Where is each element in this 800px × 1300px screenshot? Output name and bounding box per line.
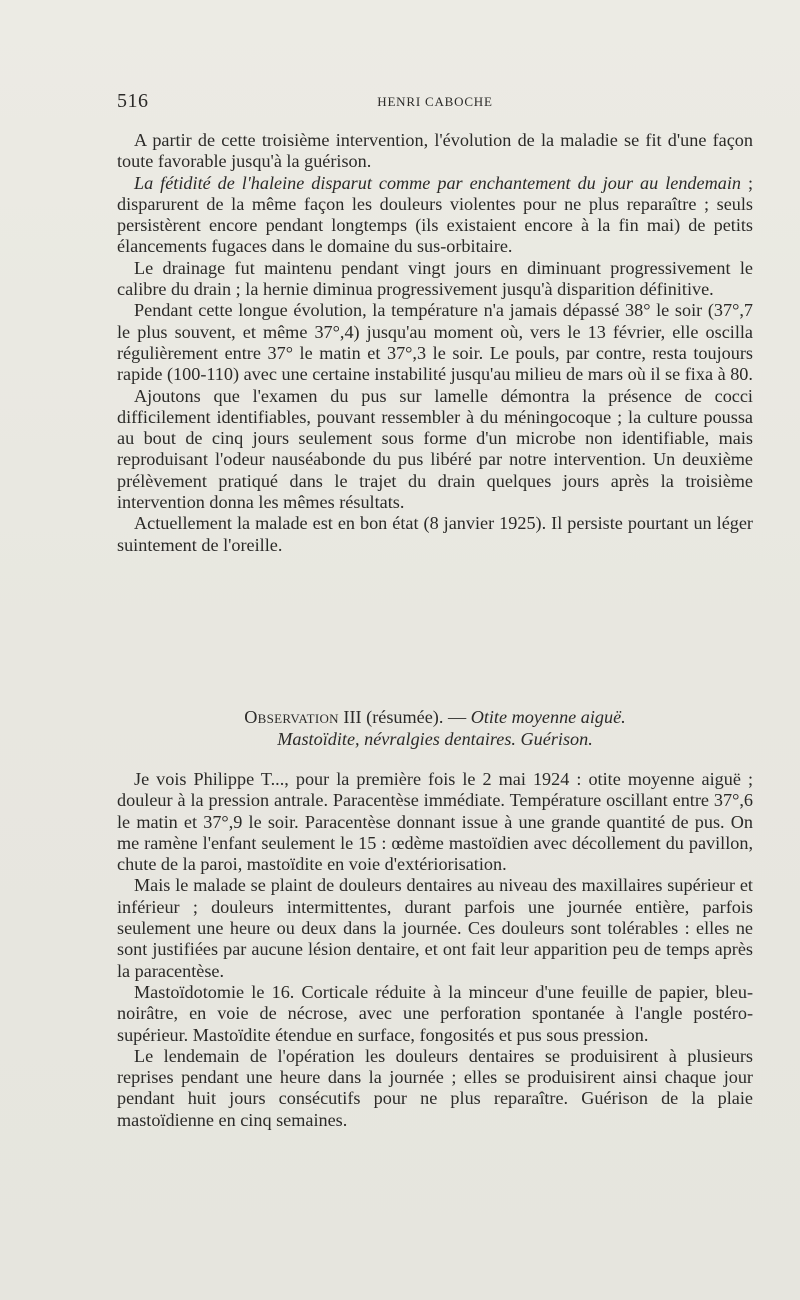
paragraph: Actuellement la malade est en bon état (8 janvier 1925). Il persiste pourtant un léger suintement de l'oreille. bbox=[117, 513, 753, 555]
observation-title-2: Mastoïdite, névralgies dentaires. Guérison. bbox=[277, 729, 593, 749]
italic-phrase: La fétidité de l'haleine disparut comme par enchantement du jour au lendemain bbox=[134, 172, 741, 193]
running-head: HENRI CABOCHE bbox=[377, 94, 493, 109]
observation-heading bbox=[117, 706, 753, 750]
observation-number: III (résumée). — bbox=[338, 707, 471, 727]
observation-label: Observation bbox=[244, 707, 339, 727]
paragraph: Pendant cette longue évolution, la température n'a jamais dépassé 38° le soir (37°,7 le plus souvent, et même 37°,4) jusqu'au moment où, vers le 13 février, elle oscilla régulièrement entre 37° le matin et 37°,3 le soir. Le pouls, par contre, resta toujours rapide (100-110) avec une certaine instabilité jusqu'au milieu de mars où il se fixa à 80. bbox=[117, 300, 753, 385]
paragraph: Je vois Philippe T..., pour la première fois le 2 mai 1924 : otite moyenne aiguë ; douleur à la pression antrale. Paracentèse immédiate. Température oscillant entre 37°,6 le matin et 37°,9 le soir. Paracentèse donnant issue à une grande quantité de pus. On me ramène l'enfant seulement le 15 : œdème mastoïdien avec décollement du pavillon, chute de la paroi, mastoïdite en voie d'extériorisation. bbox=[117, 769, 753, 875]
paragraph: Mais le malade se plaint de douleurs dentaires au niveau des maxillaires supérieur et inférieur ; douleurs intermittentes, durant parfois une journée entière, parfois seulement une heure ou deux dans la journée. Ces douleurs sont tolérables : elles ne sont justifiées par aucune lésion dentaire, et ont fait leur apparition peu de temps après la paracentèse. bbox=[117, 875, 753, 981]
observation-title-1: Otite moyenne aiguë. bbox=[470, 707, 626, 727]
section-2-text bbox=[117, 769, 753, 1131]
paragraph: A partir de cette troisième intervention, l'évolution de la maladie se fit d'une façon toute favorable jusqu'à la guérison. bbox=[117, 130, 753, 172]
observation-line-1 bbox=[117, 706, 753, 728]
paragraph: Le lendemain de l'opération les douleurs dentaires se produisirent à plusieurs reprises pendant une heure dans la journée ; elles se produisirent ainsi chaque jour pendant huit jours consécutifs pour ne plus reparaître. Guérison de la plaie mastoïdienne en cinq semaines. bbox=[117, 1045, 753, 1130]
paragraph bbox=[117, 173, 753, 258]
paragraph-rest: ; disparurent de la même façon les douleurs violentes pour ne plus reparaître ; seuls persistèrent encore pendant longtemps (ils existaient encore à la fin mai) de petits élancements fugaces dans le domaine du sus-orbitaire. bbox=[117, 172, 753, 257]
paragraph: Ajoutons que l'examen du pus sur lamelle démontra la présence de cocci difficilement identifiables, pouvant ressembler à du méningocoque ; la culture poussa au bout de cinq jours seulement sous forme d'un microbe non identifiable, mais reproduisant l'odeur nauséabonde du pus libéré par notre intervention. Un deuxième prélèvement pratiqué dans le trajet du drain quelques jours après la troisième intervention donna les mêmes résultats. bbox=[117, 385, 753, 513]
section-1-text bbox=[117, 130, 753, 556]
page-number: 516 bbox=[117, 90, 149, 112]
page-header bbox=[117, 90, 753, 114]
paragraph: Le drainage fut maintenu pendant vingt jours en diminuant progressivement le calibre du drain ; la hernie diminua progressivement jusqu'à disparition définitive. bbox=[117, 257, 753, 300]
paragraph: Mastoïdotomie le 16. Corticale réduite à la minceur d'une feuille de papier, bleu-noirâtre, en voie de nécrose, avec une perforation spontanée à l'angle postéro-supérieur. Mastoïdite étendue en surface, fongosités et pus sous pression. bbox=[117, 981, 753, 1045]
